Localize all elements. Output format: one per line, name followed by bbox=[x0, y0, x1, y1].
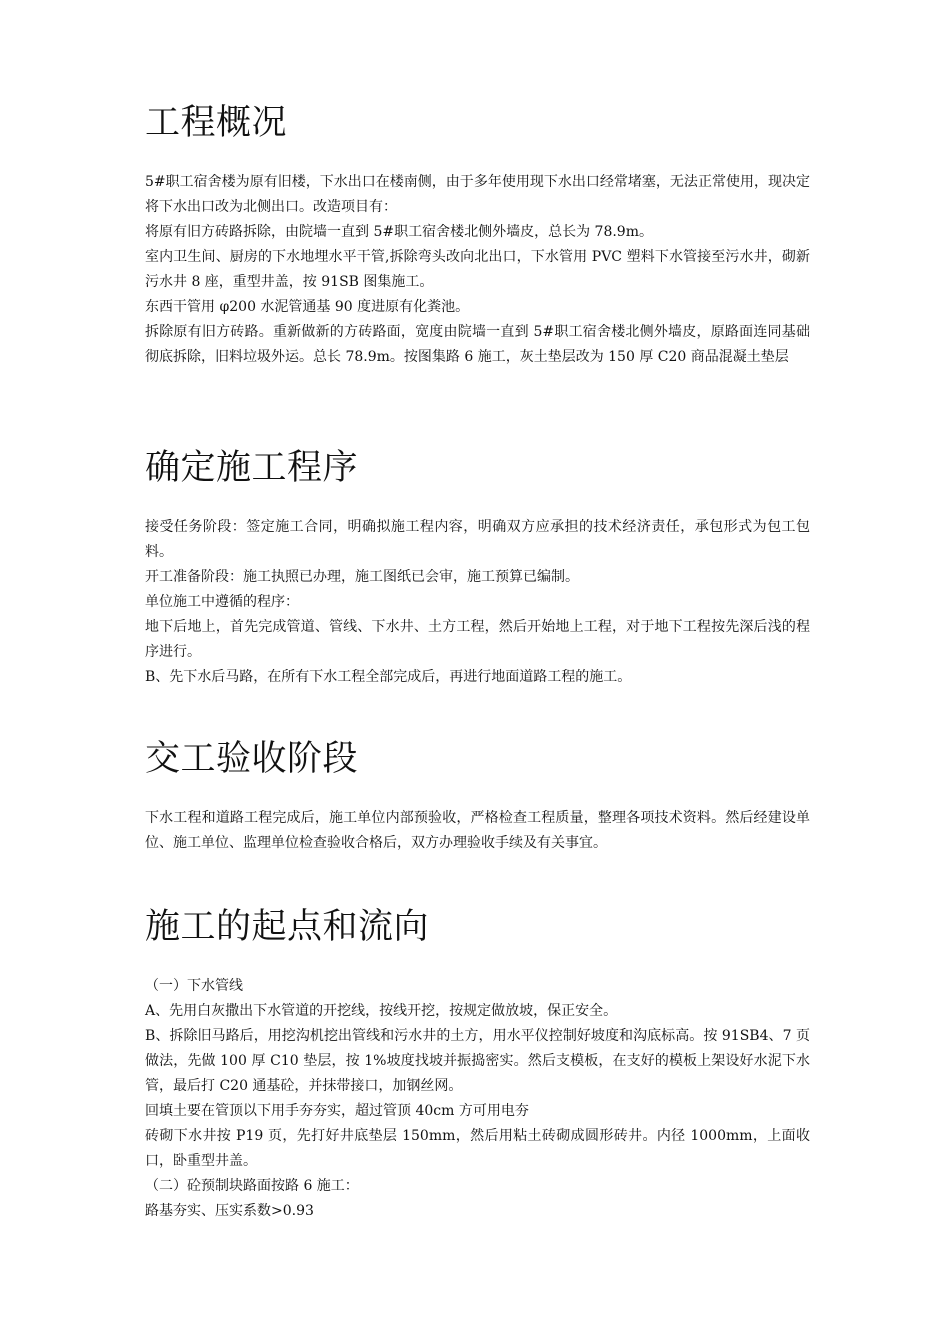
paragraph: B、先下水后马路，在所有下水工程全部完成后，再进行地面道路工程的施工。 bbox=[145, 669, 632, 685]
paragraph: 砖砌下水井按 P19 页，先打好井底垫层 150mm，然后用粘土砖砌成圆形砖井。内径 1000mm，上面收口，卧重型井盖。 bbox=[145, 1128, 810, 1169]
paragraph: 开工准备阶段：施工执照已办理，施工图纸已会审，施工预算已编制。 bbox=[145, 569, 579, 585]
paragraph: B、拆除旧马路后，用挖沟机挖出管线和污水井的土方，用水平仪控制好坡度和沟底标高。按 91SB4、7 页做法，先做 100 厚 C10 垫层，按 1%坡度找坡并振捣密实。然后支模板，在支好的模板上架设好水泥下水管，最后打 C20 通基砼，并抹带接口，加钢丝网。 bbox=[145, 1028, 810, 1094]
paragraph: 接受任务阶段：签定施工合同，明确拟施工程内容，明确双方应承担的技术经济责任，承包形式为包工包料。 bbox=[145, 519, 810, 560]
paragraph: 东西干管用 φ200 水泥管通基 90 度进原有化粪池。 bbox=[145, 299, 470, 315]
paragraph: 拆除原有旧方砖路。重新做新的方砖路面，宽度由院墙一直到 5#职工宿舍楼北侧外墙皮，原路面连同基础彻底拆除，旧料垃圾外运。总长 78.9m。按图集路 6 施工，灰土垫层改为 150 厚 C20 商品混凝土垫层 bbox=[145, 324, 810, 365]
paragraph: 将原有旧方砖路拆除，由院墙一直到 5#职工宿舍楼北侧外墙皮，总长为 78.9m。 bbox=[145, 224, 653, 240]
section-start-and-flow bbox=[145, 905, 810, 1224]
paragraph: 路基夯实、压实系数>0.93 bbox=[145, 1203, 314, 1219]
section-construction-procedure bbox=[145, 446, 810, 690]
paragraph: （一）下水管线 bbox=[145, 978, 243, 994]
section-heading: 交工验收阶段 bbox=[145, 739, 359, 779]
paragraph: （二）砼预制块路面按路 6 施工： bbox=[145, 1178, 359, 1194]
paragraph: A、先用白灰撒出下水管道的开挖线，按线开挖，按规定做放坡，保正安全。 bbox=[145, 1003, 618, 1019]
section-heading: 确定施工程序 bbox=[145, 448, 359, 488]
section-acceptance-stage bbox=[145, 737, 810, 856]
section-heading: 施工的起点和流向 bbox=[145, 907, 430, 947]
section-project-overview bbox=[145, 101, 810, 370]
paragraph: 回填土要在管顶以下用手夯夯实，超过管顶 40cm 方可用电夯 bbox=[145, 1103, 529, 1119]
paragraph: 下水工程和道路工程完成后，施工单位内部预验收，严格检查工程质量，整理各项技术资料。然后经建设单位、施工单位、监理单位检查验收合格后，双方办理验收手续及有关事宜。 bbox=[145, 810, 810, 851]
section-heading: 工程概况 bbox=[145, 103, 288, 143]
paragraph: 单位施工中遵循的程序： bbox=[145, 594, 299, 610]
paragraph: 5#职工宿舍楼为原有旧楼，下水出口在楼南侧，由于多年使用现下水出口经常堵塞，无法正常使用，现决定将下水出口改为北侧出口。改造项目有： bbox=[145, 174, 810, 215]
paragraph: 室内卫生间、厨房的下水地埋水平干管,拆除弯头改向北出口，下水管用 PVC 塑料下水管接至污水井，砌新污水井 8 座，重型井盖，按 91SB 图集施工。 bbox=[145, 249, 810, 290]
paragraph: 地下后地上，首先完成管道、管线、下水井、土方工程，然后开始地上工程，对于地下工程按先深后浅的程序进行。 bbox=[145, 619, 810, 660]
